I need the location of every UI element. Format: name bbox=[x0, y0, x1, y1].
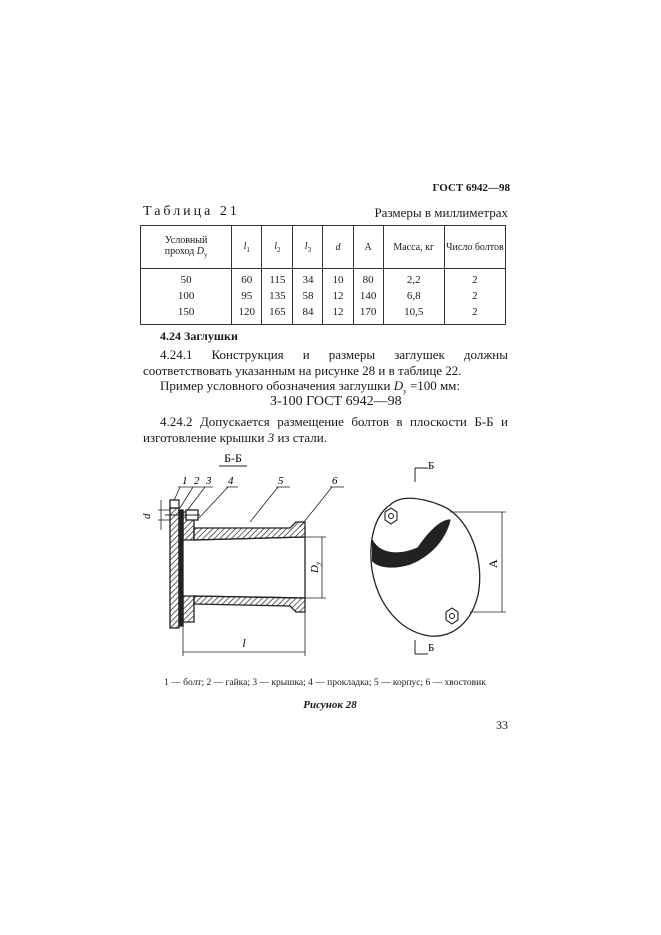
col-header-d: d bbox=[323, 226, 353, 269]
col-header-mass: Масса, кг bbox=[383, 226, 444, 269]
page-number: 33 bbox=[496, 718, 508, 732]
callout-5: 5 bbox=[278, 475, 284, 487]
table-cell: 10 bbox=[323, 269, 353, 289]
table-cell: 150 bbox=[141, 304, 232, 325]
col-header-a: А bbox=[353, 226, 383, 269]
col-header-l3: $l_3$ bbox=[293, 226, 323, 269]
cut-label-top: Б bbox=[428, 460, 435, 472]
callout-6: 6 bbox=[332, 475, 338, 487]
section-title: 4.24 Заглушки bbox=[160, 329, 238, 343]
figure-caption: Рисунок 28 bbox=[303, 699, 357, 711]
table-units: Размеры в миллиметрах bbox=[374, 205, 508, 220]
col-header-bolts: Число болтов bbox=[444, 226, 505, 269]
table-cell: 58 bbox=[293, 288, 323, 304]
table-cell: 80 bbox=[353, 269, 383, 289]
cut-label-bottom: Б bbox=[428, 642, 435, 654]
table-cell: 120 bbox=[232, 304, 262, 325]
callout-leaders bbox=[172, 487, 344, 527]
callout-numbers bbox=[182, 475, 338, 487]
col-header-l1: $l_1$ bbox=[232, 226, 262, 269]
table-cell: 100 bbox=[141, 288, 232, 304]
table-cell: 12 bbox=[323, 288, 353, 304]
paragraph-4-24-1: 4.24.1 Конструкция и размеры заглушек должны соответствовать указанным на рисунке 28 и в таблице 22. bbox=[143, 347, 508, 378]
table-cell: 135 bbox=[262, 288, 293, 304]
table-cell: 12 bbox=[323, 304, 353, 325]
table-cell: 115 bbox=[262, 269, 293, 289]
col-header-l2: $l_2$ bbox=[262, 226, 293, 269]
table-cell: 6,8 bbox=[383, 288, 444, 304]
table-caption: Таблица 21 bbox=[143, 204, 240, 219]
callout-2: 2 bbox=[194, 475, 200, 487]
callout-1: 1 bbox=[182, 475, 188, 487]
section-view-body bbox=[165, 500, 305, 628]
designation-example: З-100 ГОСТ 6942—98 bbox=[270, 394, 402, 409]
table-cell: 2 bbox=[444, 288, 505, 304]
col-header-nominal-bore: Условный проход $D_у$ bbox=[141, 226, 232, 269]
table-cell: 165 bbox=[262, 304, 293, 325]
table-cell: 170 bbox=[353, 304, 383, 325]
dim-d-label: d bbox=[141, 513, 153, 519]
callout-3: 3 bbox=[206, 475, 212, 487]
section-view-label: Б-Б bbox=[224, 451, 242, 465]
callout-4: 4 bbox=[228, 475, 234, 487]
table-cell: 50 bbox=[141, 269, 232, 289]
dim-a-label: А bbox=[486, 559, 500, 568]
dim-l-label: l bbox=[242, 636, 246, 650]
paragraph-4-24-2: 4.24.2 Допускается размещение болтов в плоскости Б-Б и изготовление крышки 3 из стали. bbox=[143, 414, 508, 445]
table-cell: 2,2 bbox=[383, 269, 444, 289]
table-cell: 95 bbox=[232, 288, 262, 304]
table-cell: 140 bbox=[353, 288, 383, 304]
figure-legend: 1 — болт; 2 — гайка; 3 — крышка; 4 — прокладка; 5 — корпус; 6 — хвостовик bbox=[164, 678, 486, 688]
table-cell: 60 bbox=[232, 269, 262, 289]
dim-dy-label: Dу bbox=[309, 561, 322, 573]
standard-header: ГОСТ 6942—98 bbox=[432, 182, 510, 194]
table-cell: 10,5 bbox=[383, 304, 444, 325]
table-cell: 2 bbox=[444, 304, 505, 325]
table-cell: 84 bbox=[293, 304, 323, 325]
example-paragraph: Пример условного обозначения заглушки $D_у =100$ мм: bbox=[160, 378, 461, 396]
table-cell: 34 bbox=[293, 269, 323, 289]
table-cell: 2 bbox=[444, 269, 505, 289]
